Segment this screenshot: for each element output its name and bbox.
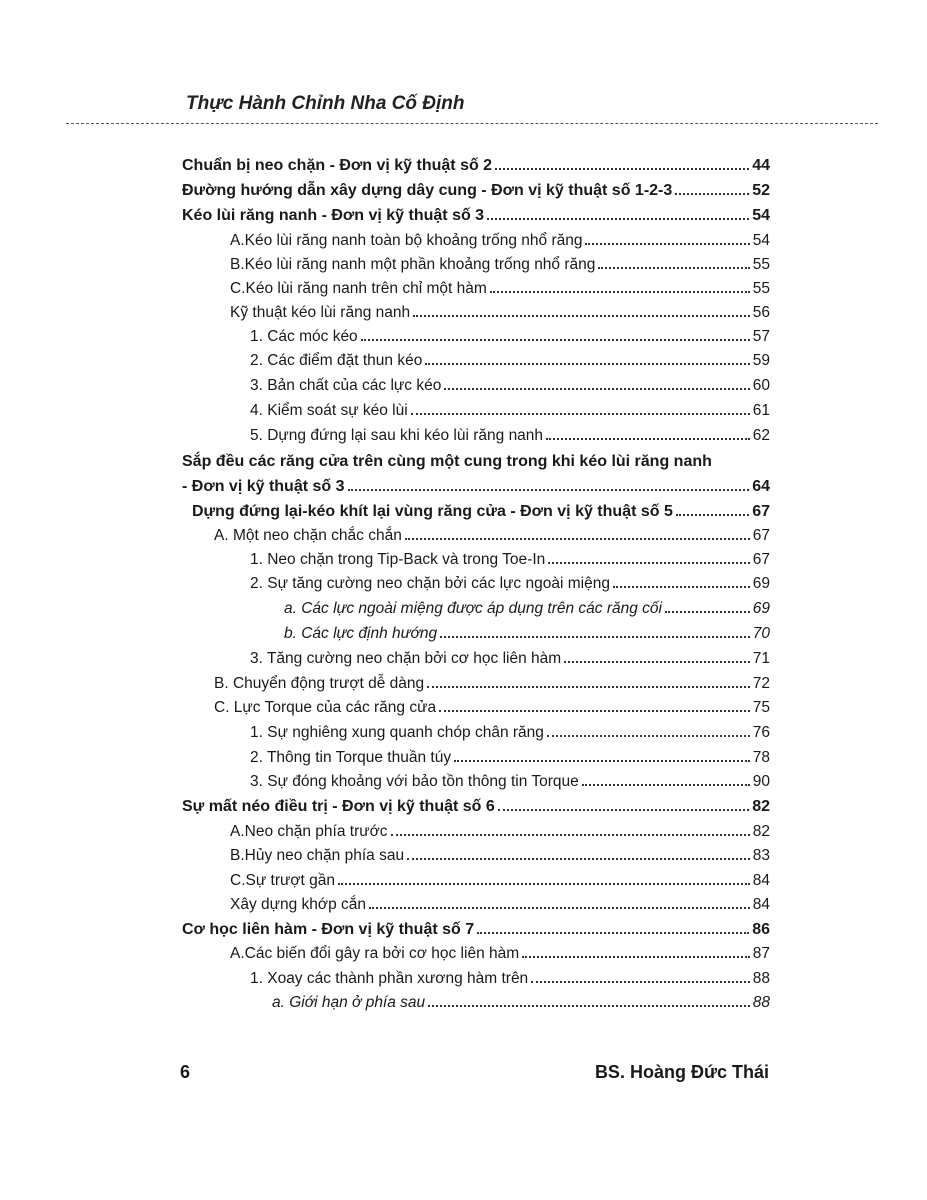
running-header-title: Thực Hành Chỉnh Nha Cố Định	[186, 93, 465, 114]
toc-entry-title: 2. Các điểm đặt thun kéo	[250, 352, 423, 369]
leader-dots	[427, 682, 750, 688]
toc-entry[interactable]	[182, 178, 770, 200]
toc-entry-title: Sự mất néo điều trị - Đơn vị kỹ thuật số 6	[182, 798, 495, 815]
toc-entry-title: A. Một neo chặn chắc chắn	[214, 527, 402, 544]
leader-dots	[361, 335, 750, 341]
toc-entry-title: Cơ học liên hàm - Đơn vị kỹ thuật số 7	[182, 921, 475, 938]
toc-entry[interactable]	[182, 474, 770, 496]
toc-entry-page: 83	[752, 847, 770, 864]
toc-entry-title: Chuẩn bị neo chặn - Đơn vị kỹ thuật số 2	[182, 157, 493, 174]
toc-entry[interactable]	[230, 892, 770, 914]
toc-entry-page: 70	[752, 625, 770, 642]
toc-entry-page: 62	[752, 427, 770, 444]
toc-entry-page: 82	[752, 823, 770, 840]
toc-entry[interactable]	[214, 695, 770, 717]
toc-entry-title: Đường hướng dẫn xây dựng dây cung - Đơn vị kỹ thuật số 1-2-3	[182, 182, 673, 199]
toc-entry-page: 84	[752, 872, 770, 889]
toc-entry-page: 82	[752, 798, 770, 815]
toc-entry[interactable]	[230, 843, 770, 865]
leader-dots	[413, 311, 750, 317]
toc-entry-title: 1. Các móc kéo	[250, 328, 358, 345]
toc-entry-page: 88	[752, 970, 770, 987]
toc-entry-page: 55	[752, 280, 770, 297]
author-name: BS. Hoàng Đức Thái	[594, 1062, 769, 1082]
toc-entry-page: 44	[752, 157, 770, 174]
toc-entry[interactable]	[182, 917, 770, 939]
toc-entry[interactable]	[250, 646, 770, 668]
toc-entry-title: C.Kéo lùi răng nanh trên chỉ một hàm	[230, 280, 487, 297]
toc-entry[interactable]	[230, 228, 770, 250]
toc-entry-page: 54	[752, 232, 770, 249]
leader-dots	[477, 928, 749, 934]
toc-entry-title: A.Kéo lùi răng nanh toàn bộ khoảng trống nhổ răng	[230, 232, 583, 249]
leader-dots	[444, 384, 749, 390]
leader-dots	[675, 189, 749, 195]
leader-dots	[548, 558, 750, 564]
leader-dots	[613, 582, 750, 588]
toc-entry-page: 76	[752, 724, 770, 741]
toc-entry[interactable]	[250, 571, 770, 593]
toc-entry-title: 3. Sự đóng khoảng với bảo tồn thông tin Torque	[250, 773, 579, 790]
toc-entry[interactable]	[230, 941, 770, 963]
leader-dots	[582, 780, 750, 786]
toc-entry-title: - Đơn vị kỹ thuật số 3	[182, 478, 345, 495]
leader-dots	[454, 756, 750, 762]
leader-dots	[348, 485, 750, 491]
toc-entry-title: a. Giới hạn ở phía sau	[272, 994, 426, 1011]
toc-entry[interactable]	[272, 990, 770, 1012]
toc-entry-page: 67	[752, 527, 770, 544]
toc-entry[interactable]	[250, 745, 770, 767]
header-divider	[66, 123, 878, 124]
toc-entry-title: b. Các lực định hướng	[284, 625, 438, 642]
toc-entry[interactable]	[250, 966, 770, 988]
toc-entry[interactable]	[250, 423, 770, 445]
leader-dots	[522, 952, 750, 958]
toc-entry-page: 52	[752, 182, 770, 199]
leader-dots	[439, 706, 750, 712]
leader-dots	[531, 977, 750, 983]
toc-entry-title: B.Kéo lùi răng nanh một phần khoảng trống nhổ răng	[230, 256, 596, 273]
toc-entry-title: Kỹ thuật kéo lùi răng nanh	[230, 304, 411, 321]
toc-entry-page: 69	[752, 575, 770, 592]
leader-dots	[495, 164, 749, 170]
toc-entry-page: 64	[752, 478, 770, 495]
leader-dots	[564, 657, 750, 663]
toc-entry[interactable]	[284, 621, 770, 643]
toc-entry-title: Xây dựng khớp cắn	[230, 896, 367, 913]
toc-entry-page: 67	[752, 503, 770, 520]
toc-entry[interactable]	[192, 499, 770, 521]
toc-entry[interactable]	[284, 596, 770, 618]
toc-entry-title: 3. Tăng cường neo chặn bởi cơ học liên hàm	[250, 650, 562, 667]
leader-dots	[411, 409, 750, 415]
toc-entry-page: 88	[752, 994, 770, 1011]
toc-entry-title: B.Hủy neo chặn phía sau	[230, 847, 405, 864]
toc-entry-page: 84	[752, 896, 770, 913]
leader-dots	[428, 1001, 750, 1007]
toc-entry[interactable]	[230, 868, 770, 890]
toc-entry[interactable]	[250, 720, 770, 742]
toc-entry-page: 67	[752, 551, 770, 568]
toc-entry-title: Dựng đứng lại-kéo khít lại vùng răng cửa - Đơn vị kỹ thuật số 5	[192, 503, 673, 520]
toc-entry-title-continued[interactable]: Sắp đều các răng cửa trên cùng một cung trong khi kéo lùi răng nanh	[182, 453, 712, 470]
leader-dots	[547, 731, 750, 737]
toc-entry-page: 56	[752, 304, 770, 321]
toc-entry-title: A.Neo chặn phía trước	[230, 823, 388, 840]
toc-entry[interactable]	[230, 300, 770, 322]
toc-entry[interactable]	[230, 252, 770, 274]
toc-entry[interactable]	[250, 324, 770, 346]
leader-dots	[487, 214, 749, 220]
page-number: 6	[180, 1062, 191, 1082]
toc-entry-title: 1. Sự nghiêng xung quanh chóp chân răng	[250, 724, 544, 741]
toc-entry-page: 54	[752, 207, 770, 224]
toc-entry[interactable]	[250, 547, 770, 569]
toc-entry[interactable]	[214, 671, 770, 693]
leader-dots	[391, 830, 750, 836]
toc-entry-page: 78	[752, 749, 770, 766]
toc-entry-page: 86	[752, 921, 770, 938]
toc-entry-page: 60	[752, 377, 770, 394]
toc-entry-page: 71	[752, 650, 770, 667]
leader-dots	[665, 607, 750, 613]
toc-entry-title: 1. Neo chặn trong Tip-Back và trong Toe-In	[250, 551, 546, 568]
toc-entry[interactable]	[250, 373, 770, 395]
toc-entry[interactable]	[230, 276, 770, 298]
toc-entry-title: C. Lực Torque của các răng cửa	[214, 699, 437, 716]
leader-dots	[676, 510, 749, 516]
leader-dots	[338, 879, 750, 885]
leader-dots	[425, 359, 749, 365]
toc-entry[interactable]	[250, 769, 770, 791]
toc-entry-title: a. Các lực ngoài miệng được áp dụng trên các răng cối	[284, 600, 662, 617]
toc-entry-page: 59	[752, 352, 770, 369]
leader-dots	[546, 434, 750, 440]
toc-entry-title: B. Chuyển động trượt dễ dàng	[214, 675, 425, 692]
toc-entry[interactable]	[182, 203, 770, 225]
toc-entry[interactable]	[250, 348, 770, 370]
leader-dots	[369, 903, 750, 909]
toc-entry-title: 3. Bản chất của các lực kéo	[250, 377, 442, 394]
toc-entry-page: 57	[752, 328, 770, 345]
toc-entry-page: 87	[752, 945, 770, 962]
leader-dots	[490, 287, 750, 293]
toc-entry[interactable]	[214, 523, 770, 545]
toc-entry-title: C.Sự trượt gần	[230, 872, 336, 889]
toc-entry-title: 2. Sự tăng cường neo chặn bởi các lực ngoài miệng	[250, 575, 610, 592]
toc-entry-title: 5. Dựng đứng lại sau khi kéo lùi răng nanh	[250, 427, 544, 444]
leader-dots	[598, 263, 749, 269]
leader-dots	[585, 239, 749, 245]
toc-entry-page: 90	[752, 773, 770, 790]
toc-entry-page: 61	[752, 402, 770, 419]
toc-entry-title: 2. Thông tin Torque thuần túy	[250, 749, 452, 766]
toc-entry-page: 69	[752, 600, 770, 617]
toc-entry-title: Kéo lùi răng nanh - Đơn vị kỹ thuật số 3	[182, 207, 485, 224]
toc-entry-page: 75	[752, 699, 770, 716]
leader-dots	[498, 805, 749, 811]
toc-entry[interactable]	[182, 153, 770, 175]
toc-entry-title: 1. Xoay các thành phần xương hàm trên	[250, 970, 529, 987]
leader-dots	[405, 534, 750, 540]
leader-dots	[440, 632, 750, 638]
toc-entry[interactable]	[250, 398, 770, 420]
toc-entry[interactable]	[182, 794, 770, 816]
toc-entry[interactable]	[230, 819, 770, 841]
toc-entry-title: 4. Kiểm soát sự kéo lùi	[250, 402, 408, 419]
toc-entry-page: 72	[752, 675, 770, 692]
leader-dots	[407, 854, 750, 860]
toc-entry-page: 55	[752, 256, 770, 273]
toc-entry-title: A.Các biến đổi gây ra bởi cơ học liên hàm	[230, 945, 520, 962]
